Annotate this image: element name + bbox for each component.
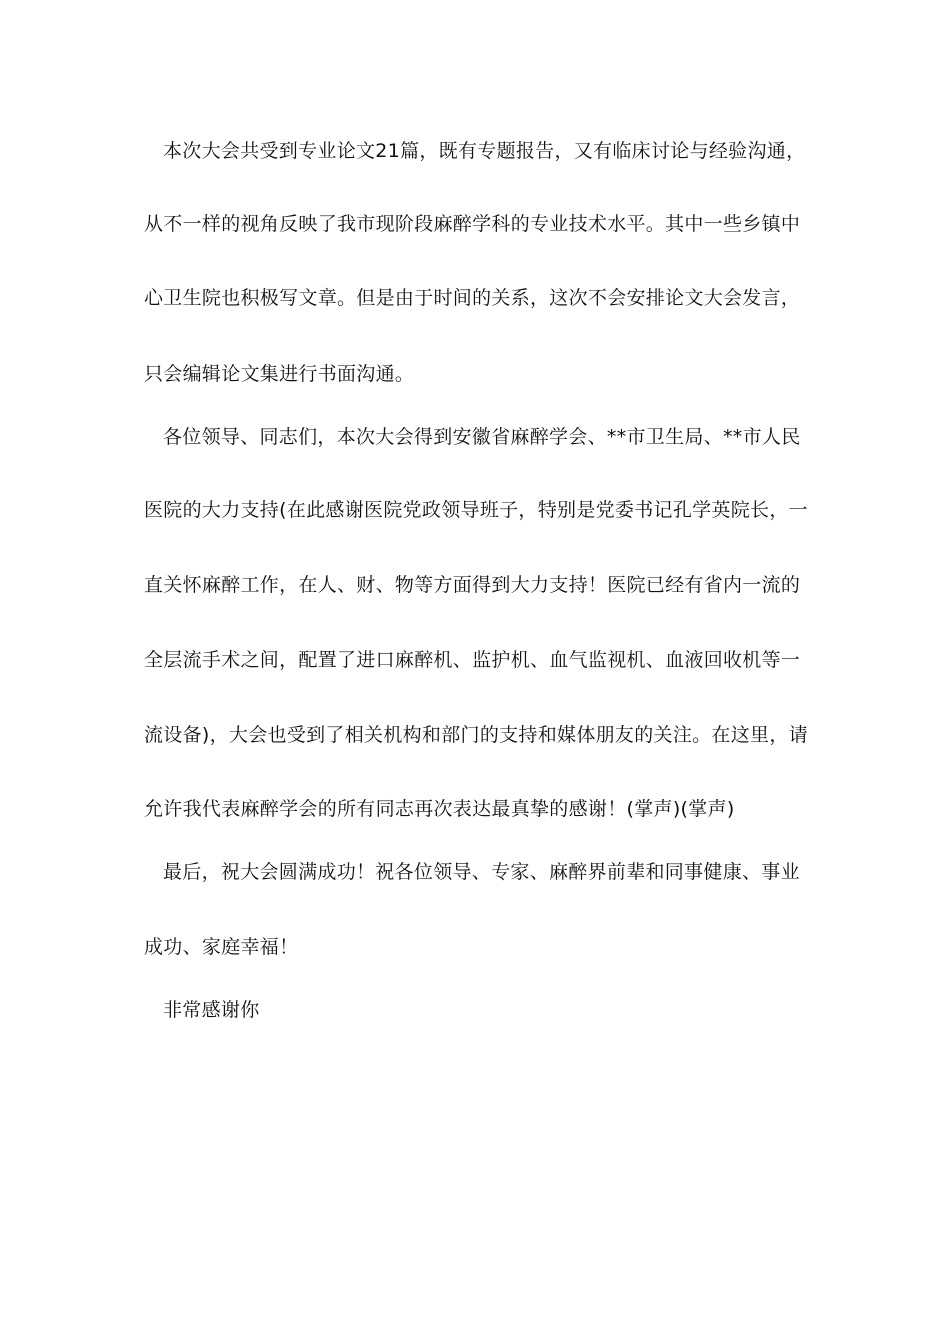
paragraph-2-line-3: 直关怀麻醉工作，在人、财、物等方面得到大力支持！医院已经有省内一流的 — [144, 574, 801, 596]
paragraph-3-line-1: 最后，祝大会圆满成功！祝各位领导、专家、麻醉界前辈和同事健康、事业 — [163, 861, 800, 883]
paragraph-3-line-2: 成功、家庭幸福！ — [144, 936, 299, 958]
paragraph-1-line-3: 心卫生院也积极写文章。但是由于时间的关系，这次不会安排论文大会发言， — [144, 287, 801, 309]
paragraph-2-line-4: 全层流手术之间，配置了进口麻醉机、监护机、血气监视机、血液回收机等一 — [144, 649, 801, 671]
paragraph-1-line-1: 本次大会共受到专业论文21篇，既有专题报告，又有临床讨论与经验沟通， — [163, 140, 806, 162]
paragraph-2-line-2: 医院的大力支持(在此感谢医院党政领导班子，特别是党委书记孔学英院长，一 — [144, 499, 808, 521]
paragraph-2-line-1: 各位领导、同志们，本次大会得到安徽省麻醉学会、**市卫生局、**市人民 — [163, 426, 801, 448]
paragraph-2-line-5: 流设备)，大会也受到了相关机构和部门的支持和媒体朋友的关注。在这里，请 — [144, 724, 808, 746]
paragraph-1-line-4: 只会编辑论文集进行书面沟通。 — [144, 363, 415, 385]
paragraph-2-line-6: 允许我代表麻醉学会的所有同志再次表达最真挚的感谢！(掌声)(掌声) — [144, 798, 735, 820]
paragraph-4-line-1: 非常感谢你 — [163, 999, 260, 1021]
paragraph-1-line-2: 从不一样的视角反映了我市现阶段麻醉学科的专业技术水平。其中一些乡镇中 — [144, 213, 801, 235]
